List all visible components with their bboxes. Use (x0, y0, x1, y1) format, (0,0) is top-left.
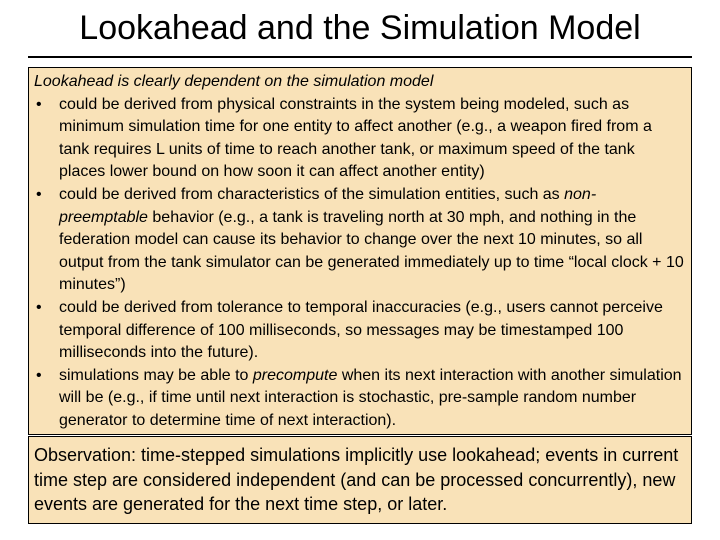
bullet-dot: • (36, 95, 42, 113)
observation-text: Observation: time-stepped simulations implicitly use lookahead; events in current time step are considered independent (and can be processed concurrently), new events are generated for the next time step, or later. (34, 445, 679, 514)
bullet-dot: • (36, 185, 42, 203)
intro-text: Lookahead is clearly dependent on the simulation model (34, 73, 434, 90)
bullet-emphasis: precompute (252, 366, 338, 384)
bullet-text-part: simulations may be able to (59, 366, 253, 384)
bullet-dot: • (36, 366, 42, 384)
title-underline (28, 56, 692, 58)
bullet-text: could be derived from tolerance to temporal inaccuracies (e.g., users cannot perceive temporal difference of 100 milliseconds, so messages may be timestamped 100 milliseconds into the future). (59, 298, 663, 362)
bullet-emphasis: non-preemptable (59, 185, 597, 226)
bullet-text-part: could be derived from characteristics of the simulation entities, such as (59, 185, 565, 203)
bullet-item (34, 184, 685, 297)
bullet-item (34, 94, 685, 184)
bullet-item (34, 297, 685, 365)
bullet-text-part: behavior (e.g., a tank is traveling north at 30 mph, and nothing in the federation model can cause its behavior to change over the next 10 minutes, so all output from the tank simulator can be generated immediately up to time “local clock + 10 minutes”) (59, 208, 684, 294)
lookahead-content-box (28, 67, 692, 435)
bullet-text-part: when its next interaction with another simulation will be (e.g., if time until next interaction is stochastic, pre-sample random number generator to determine time of next interaction). (59, 366, 682, 429)
bullet-text: could be derived from physical constraints in the system being modeled, such as minimum simulation time for one entity to affect another (e.g., a weapon fired from a tank requires L units of time to reach another tank, or maximum speed of the tank places lower bound on how soon it can affect another entity) (59, 95, 652, 181)
slide-title: Lookahead and the Simulation Model (79, 9, 641, 47)
observation-box (28, 436, 692, 524)
bullet-dot: • (36, 298, 42, 316)
bullet-item (34, 365, 685, 433)
